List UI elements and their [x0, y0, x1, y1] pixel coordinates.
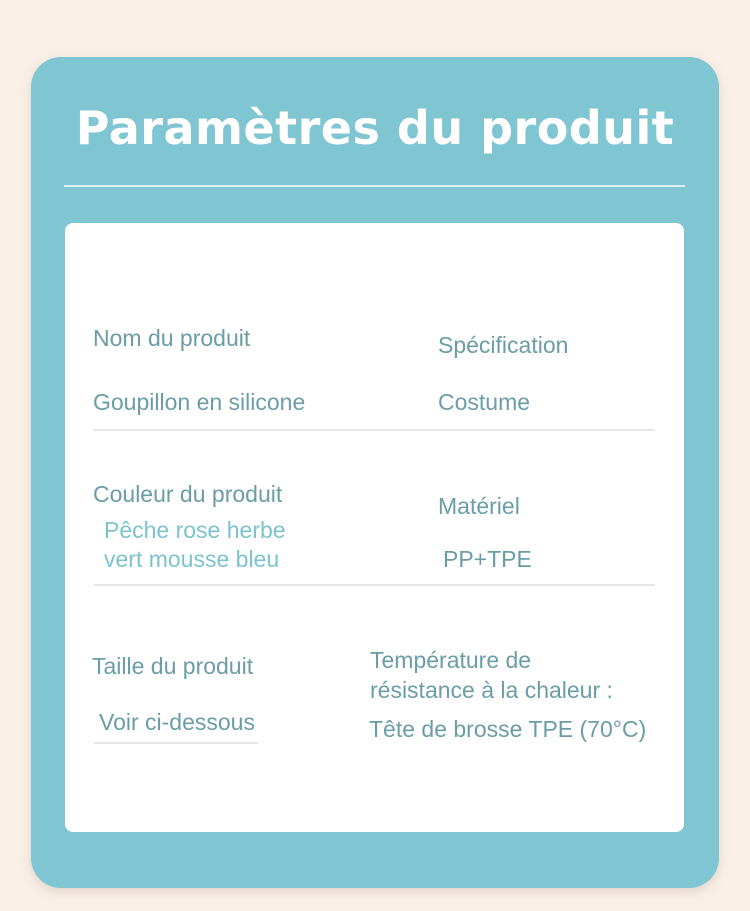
title-divider	[64, 185, 685, 187]
product-parameters-card	[31, 57, 719, 888]
material-label: Matériel	[438, 493, 520, 519]
material-value: PP+TPE	[443, 546, 532, 572]
product-color-value-line1: Pêche rose herbe	[104, 517, 286, 543]
specification-label: Spécification	[438, 332, 569, 358]
row-divider	[94, 742, 258, 744]
row-divider	[94, 429, 655, 431]
heat-resistance-value: Tête de brosse TPE (70°C)	[369, 716, 647, 742]
specification-value: Costume	[438, 389, 531, 415]
product-name-label: Nom du produit	[93, 325, 251, 351]
parameters-panel	[65, 223, 684, 832]
page-title: Paramètres du produit	[75, 101, 675, 155]
heat-resistance-label-line2: résistance à la chaleur :	[370, 677, 613, 703]
product-size-value: Voir ci-dessous	[99, 709, 255, 735]
product-size-label: Taille du produit	[92, 653, 254, 679]
heat-resistance-label-line1: Température de	[370, 647, 532, 673]
product-name-value: Goupillon en silicone	[93, 389, 306, 415]
product-color-label: Couleur du produit	[93, 481, 283, 507]
row-divider	[94, 584, 655, 586]
product-color-value-line2: vert mousse bleu	[104, 546, 280, 572]
